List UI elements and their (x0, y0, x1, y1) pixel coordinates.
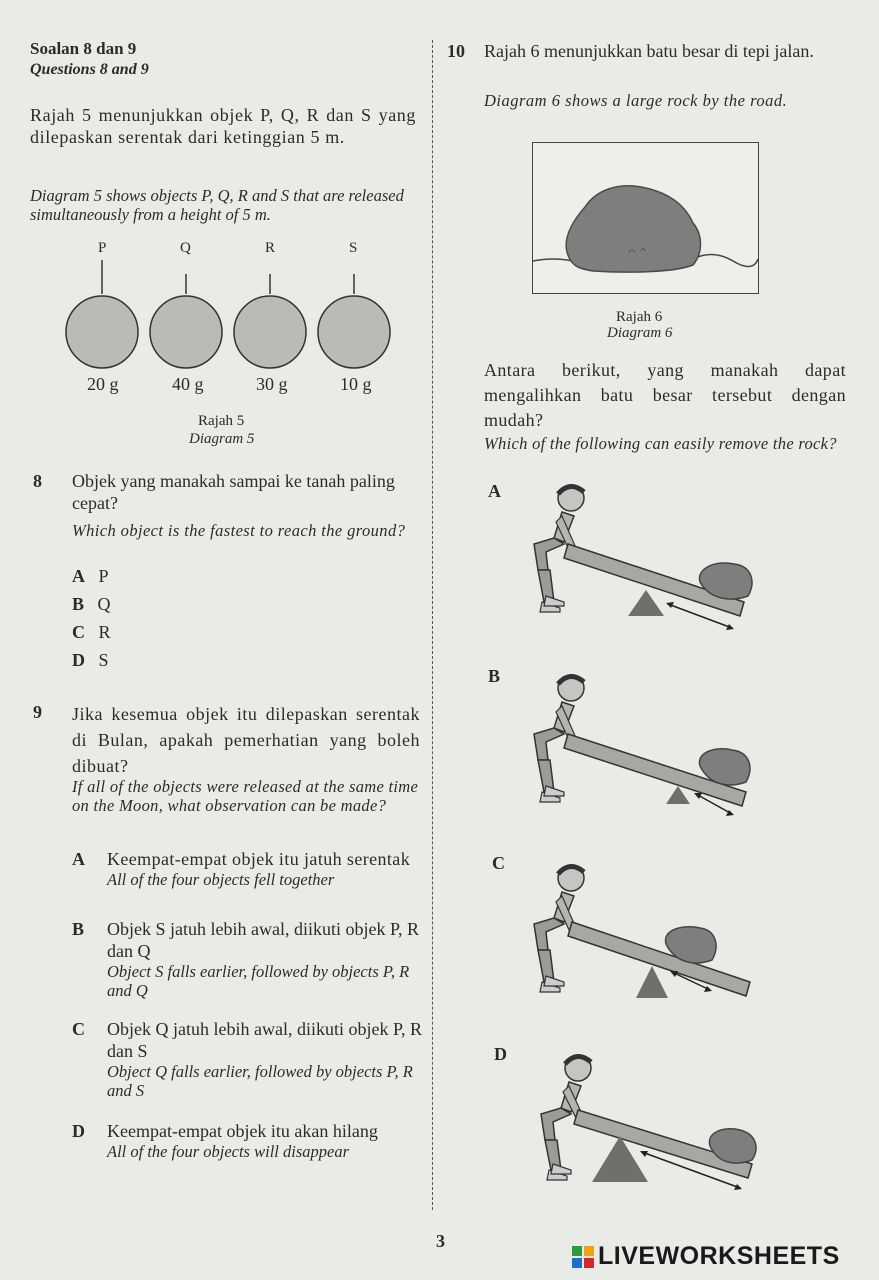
diagram5-intro-en: Diagram 5 shows objects P, Q, R and S that are released simultaneously from a height of 5 m. (30, 186, 404, 224)
rock-shape (566, 186, 700, 272)
q9-option-a-text: Keempat-empat objek itu jatuh serentak (107, 849, 411, 869)
diagram5-caption-en: Diagram 5 (189, 431, 255, 447)
q9-option-b-text: Objek S jatuh lebih awal, diikuti objek P, R dan Q (107, 919, 419, 961)
q10-text: Rajah 6 menunjukkan batu besar di tepi jalan. (484, 41, 814, 61)
q8-option-b-letter: B (72, 594, 85, 614)
fulcrum (666, 786, 690, 804)
q8-option-a-text: P (98, 566, 109, 586)
q9-option-d[interactable] (107, 1120, 423, 1161)
q10-option-b-letter: B (488, 666, 501, 686)
q10-option-a[interactable] (520, 478, 760, 638)
q8-option-d-letter: D (72, 650, 85, 670)
q10-question-en: Which of the following can easily remove the rock? (484, 434, 837, 453)
q10-option-a-letter: A (488, 481, 501, 501)
object-mass-q: 40 g (172, 374, 204, 394)
object-label-p: P (98, 240, 107, 256)
page-number: 3 (436, 1231, 445, 1251)
q9-option-d-text: Keempat-empat objek itu akan hilang (107, 1121, 378, 1141)
diagram5-caption: Rajah 5 (198, 413, 245, 429)
q8-option-c-letter: C (72, 622, 85, 642)
section-title-en: Questions 8 and 9 (30, 61, 149, 78)
q9-option-c-text-en: Object Q falls earlier, followed by objects P, R and S (107, 1062, 413, 1100)
q8-text-en: Which object is the fastest to reach the ground? (72, 521, 406, 540)
q10-option-c-letter: C (492, 853, 505, 873)
q8-option-c[interactable] (72, 621, 111, 643)
object-mass-s: 10 g (340, 374, 372, 394)
object-mass-r: 30 g (256, 374, 288, 394)
q10-number: 10 (447, 41, 465, 61)
q8-option-d-text: S (98, 650, 109, 670)
object-label-s: S (349, 240, 358, 256)
q10-option-c[interactable] (520, 858, 760, 1018)
q8-option-b-text: Q (97, 594, 111, 614)
q9-option-d-text-en: All of the four objects will disappear (107, 1142, 349, 1161)
q9-option-a-letter: A (72, 849, 85, 869)
q9-option-c[interactable] (107, 1018, 423, 1100)
diagram6-caption-en: Diagram 6 (607, 325, 673, 341)
liveworksheets-logo[interactable] (572, 1242, 840, 1271)
q8-option-d[interactable] (72, 649, 109, 671)
fulcrum (636, 966, 668, 998)
section-title: Soalan 8 dan 9 (30, 39, 137, 58)
q9-text: Jika kesemua objek itu dilepaskan serentak di Bulan, apakah pemerhatian yang boleh dibuat? (72, 704, 420, 776)
q8-option-a-letter: A (72, 566, 85, 586)
q10-text-en: Diagram 6 shows a large rock by the road. (484, 91, 788, 110)
object-label-q: Q (180, 240, 191, 256)
q9-option-b-text-en: Object S falls earlier, followed by objects P, R and Q (107, 962, 410, 1000)
q8-text: Objek yang manakah sampai ke tanah paling cepat? (72, 471, 395, 513)
q9-option-a[interactable] (107, 848, 423, 889)
q9-option-c-letter: C (72, 1019, 85, 1039)
object-mass-p: 20 g (87, 374, 119, 394)
q9-option-b-letter: B (72, 919, 85, 939)
q8-option-a[interactable] (72, 565, 109, 587)
fulcrum (628, 590, 664, 616)
q9-option-d-letter: D (72, 1121, 85, 1141)
q9-text-en: If all of the objects were released at the same time on the Moon, what observation can be made? (72, 777, 419, 815)
q8-number: 8 (33, 471, 42, 491)
q8-option-c-text: R (98, 622, 111, 642)
diagram6-caption: Rajah 6 (616, 309, 663, 325)
column-divider (432, 40, 433, 1210)
q8-option-b[interactable] (72, 593, 111, 615)
q10-option-d-letter: D (494, 1044, 507, 1064)
q9-option-a-text-en: All of the four objects fell together (107, 870, 335, 889)
q9-option-b[interactable] (107, 918, 423, 1000)
diagram-6 (532, 142, 759, 294)
q10-question: Antara berikut, yang manakah dapat mengalihkan batu besar tersebut dengan mudah? (484, 360, 846, 430)
diagram5-intro: Rajah 5 menunjukkan objek P, Q, R dan S yang dilepaskan serentak dari ketinggian 5 m. (30, 105, 416, 147)
liveworksheets-logo-text: LIVEWORKSHEETS (598, 1242, 840, 1270)
q9-option-c-text: Objek Q jatuh lebih awal, diikuti objek P, R dan S (107, 1019, 422, 1061)
q9-number: 9 (33, 702, 42, 722)
object-label-r: R (265, 240, 276, 256)
q10-option-b[interactable] (520, 668, 760, 828)
liveworksheets-logo-icon (572, 1246, 594, 1268)
q10-option-d[interactable] (520, 1048, 760, 1198)
